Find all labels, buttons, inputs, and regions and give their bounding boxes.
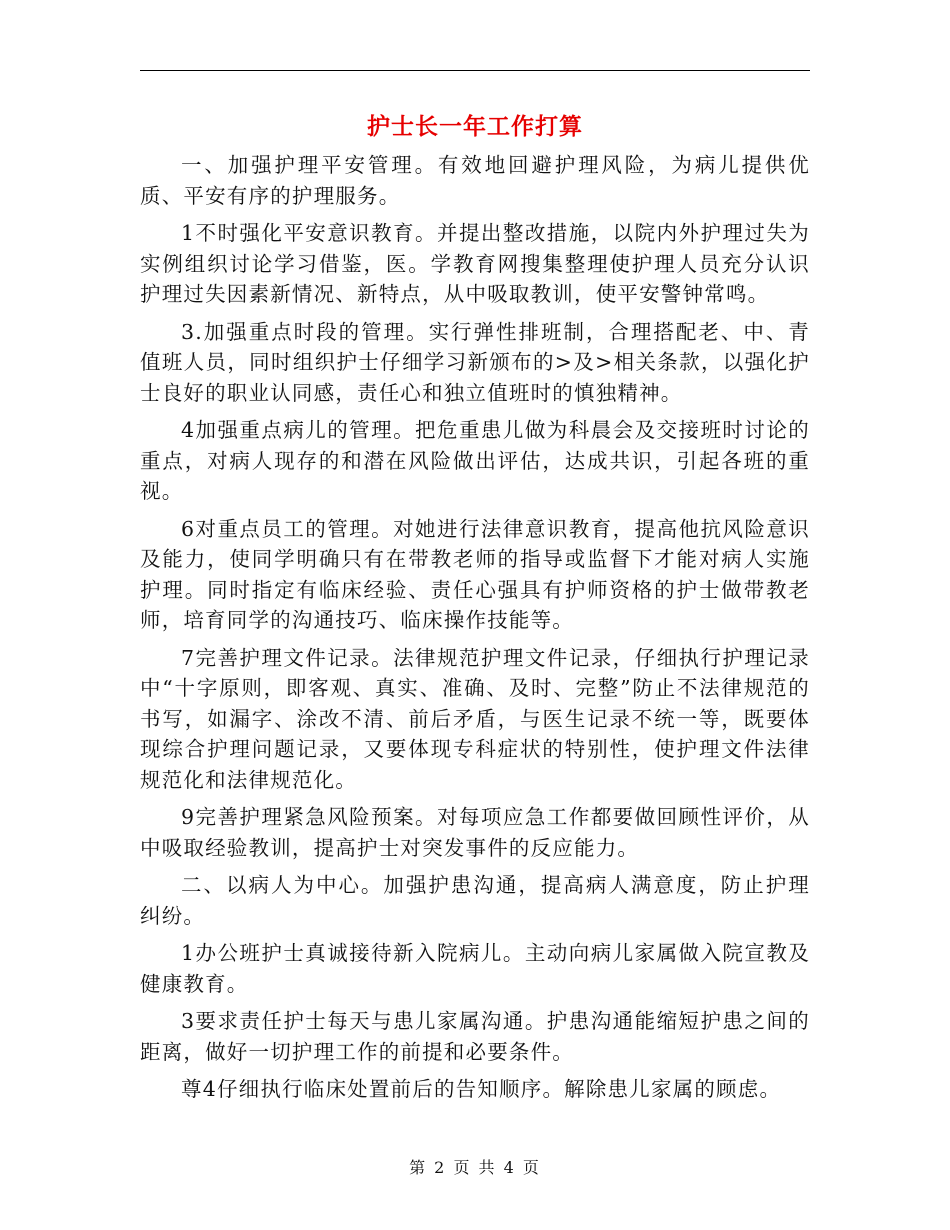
paragraph: 1办公班护士真诚接待新入院病儿。主动向病儿家属做入院宣教及健康教育。 — [140, 941, 810, 996]
paragraph: 1不时强化平安意识教育。并提出整改措施，以院内外护理过失为实例组织讨论学习借鉴，医。学教育网搜集整理使护理人员充分认识护理过失因素新情况、新特点，从中吸取教训，使平安警钟常鸣。 — [140, 221, 810, 306]
paragraph: 3.加强重点时段的管理。实行弹性排班制，合理搭配老、中、青值班人员，同时组织护士仔细学习新颁布的>及>相关条款，以强化护士良好的职业认同感，责任心和独立值班时的慎独精神。 — [140, 319, 810, 405]
paragraph: 9完善护理紧急风险预案。对每项应急工作都要做回顾性评价，从中吸取经验教训，提高护士对突发事件的反应能力。 — [140, 805, 810, 860]
page-footer: 第 2 页 共 4 页 — [409, 1158, 541, 1177]
paragraph: 尊4仔细执行临床处置前后的告知顺序。解除患儿家属的顾虑。 — [181, 1077, 782, 1101]
header-rule — [140, 70, 810, 71]
paragraph: 一、加强护理平安管理。有效地回避护理风险，为病儿提供优质、平安有序的护理服务。 — [140, 153, 810, 208]
paragraph: 二、以病人为中心。加强护患沟通，提高病人满意度，防止护理纠纷。 — [140, 873, 810, 928]
paragraph: 4加强重点病儿的管理。把危重患儿做为科晨会及交接班时讨论的重点，对病人现存的和潜在风险做出评估，达成共识，引起各班的重视。 — [140, 418, 810, 503]
document-body — [140, 150, 810, 1112]
paragraph: 7完善护理文件记录。法律规范护理文件记录，仔细执行护理记录中“十字原则，即客观、真实、准确、及时、完整”防止不法律规范的书写，如漏字、涂改不清、前后矛盾，与医生记录不统一等，既要体现综合护理问题记录，又要体现专科症状的特别性，使护理文件法律规范化和法律规范化。 — [140, 645, 810, 792]
paragraph: 3要求责任护士每天与患儿家属沟通。护患沟通能缩短护患之间的距离，做好一切护理工作的前提和必要条件。 — [140, 1009, 810, 1064]
paragraph: 6对重点员工的管理。对她进行法律意识教育，提高他抗风险意识及能力，使同学明确只有在带教老师的指导或监督下才能对病人实施护理。同时指定有临床经验、责任心强具有护师资格的护士做带教老师，培育同学的沟通技巧、临床操作技能等。 — [140, 516, 810, 632]
document-title: 护士长一年工作打算 — [367, 113, 583, 140]
